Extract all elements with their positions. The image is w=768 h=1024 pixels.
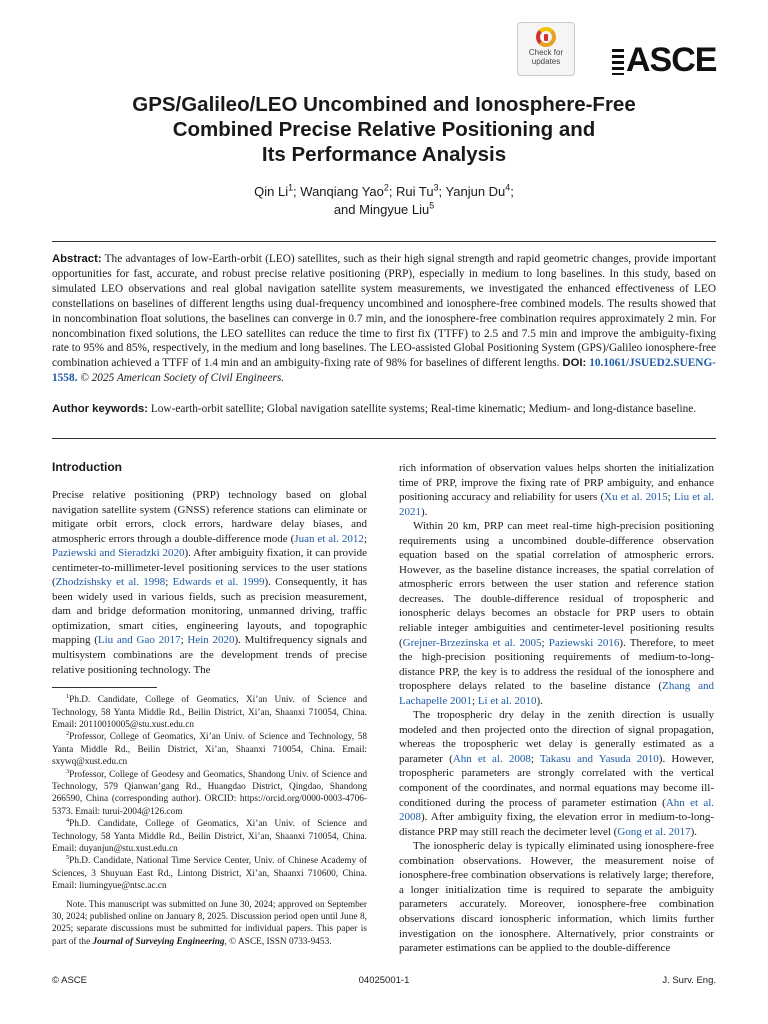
author-name: Rui Tu (396, 184, 434, 199)
citation-link[interactable]: Li et al. 2010 (477, 694, 537, 707)
keywords-label: Author keywords: (52, 403, 149, 415)
author-line-2 (100, 201, 668, 219)
citation-link[interactable]: Gong et al. 2017 (617, 825, 691, 838)
citation-link[interactable]: Juan et al. 2012 (294, 532, 364, 545)
section-heading-introduction: Introduction (52, 460, 122, 474)
submission-note (52, 899, 367, 949)
paragraph-text: The tropospheric dry delay in the zenith direction is usually modeled and then projected onto the direction of signal propagation, whereas the tropospheric wet delay is generally estimated as a parameter ( (399, 709, 714, 765)
author-conjunction: and (333, 202, 360, 217)
author-line-1 (100, 183, 668, 201)
badge-line1: Check for (528, 48, 564, 57)
footnote-marker: 1 (66, 693, 70, 701)
logo-text: ASCE (626, 41, 717, 79)
paragraph-text: ). Consequently, it has been widely used in various fields, such as precision measurement, dam and bridge deformation monitoring, unmanned driving, traffic optimization, smart cities, engineering layouts, and topographic mapping ( (52, 576, 367, 647)
author-affil: 4 (505, 182, 511, 193)
author-separator: ; (293, 184, 301, 199)
footnote-text: Professor, College of Geodesy and Geomatics, Shandong Univ. of Science and Technology, 579 Qianwan’gang Rd., Huangdao District, Qingdao, Shandong 266590, China (corresponding author). ORCID: https://orcid.org/0000-0003-4706-5373. Email: turui-2004@126.com (52, 769, 367, 817)
author-list (100, 183, 668, 219)
footer-copyright: © ASCE (52, 975, 87, 986)
logo-stripes-icon (612, 49, 624, 75)
title-line: Combined Precise Relative Positioning and (172, 118, 596, 141)
paragraph-text: The ionospheric delay is typically eliminated using ionosphere-free combination observations. However, the measurement noise of ionosphere-free combination observations is relatively large; therefore, a longer initialization time is required to separate the ambiguity parameters accurately. Moreover, ionosphere-free combination observations discard ionospheric information, which limits further investigation on the ionosphere. Alternatively, prior constraints or parameter estimations can be applied to the double-difference (399, 840, 714, 955)
body-paragraph (399, 839, 714, 955)
abstract-label: Abstract: (52, 253, 102, 265)
paragraph-text: rich information of observation values helps shorten the initialization time of PRP, improve the fixing rate of PRP ambiguity, and enhance positioning accuracy and reliability for users ( (399, 462, 714, 504)
paragraph-text: ). (690, 825, 698, 838)
citation-link[interactable]: Liu et al. 2021 (399, 491, 715, 518)
journal-name: Journal of Surveying Engineering (92, 936, 225, 947)
paragraph-text: ). (536, 694, 543, 707)
citation-link[interactable]: Paziewski 2016 (548, 636, 620, 649)
note-tail: , © ASCE, ISSN 0733-9453. (224, 936, 332, 947)
citation-link[interactable]: Liu and Gao 2017 (97, 634, 181, 647)
footnote-text: Ph.D. Candidate, College of Geomatics, Xi’an Univ. of Science and Technology, 58 Yanta Middle Rd., Beilin District, Xi’an, Shaanxi 710054, China. Email: duyanjun@stu.xust.edu.cn (52, 819, 367, 854)
footnote-5 (52, 855, 367, 892)
body-paragraph (399, 461, 714, 519)
left-column (52, 460, 367, 948)
paragraph-text: ). Multifrequency signals and multisystem combinations are the development trends of precise relative positioning technology. The (52, 634, 367, 676)
footnote-3 (52, 769, 367, 819)
paragraph-text: ). After ambiguity fixing, the elevation error in medium-to-long-distance PRP may still reach the decimeter level ( (399, 811, 714, 838)
citation-link[interactable]: Xu et al. 2015 (604, 491, 668, 504)
paragraph-text: ; (165, 576, 173, 589)
crossmark-icon (536, 27, 556, 47)
paragraph-text: ; (363, 532, 367, 545)
citation-link[interactable]: Ahn et al. 2008 (452, 752, 531, 765)
footnote-1 (52, 694, 367, 731)
author-name: Mingyue Liu (359, 202, 430, 217)
author-separator: ; (438, 184, 446, 199)
footer-journal: J. Surv. Eng. (662, 975, 716, 986)
citation-link[interactable]: Grejner-Brzezinska et al. 2005 (402, 636, 542, 649)
abstract-top-rule (52, 241, 716, 242)
author-separator: ; (510, 184, 514, 199)
footnote-marker: 4 (66, 817, 70, 825)
footnote-rule (52, 687, 157, 688)
publisher-logo (612, 40, 716, 80)
footer-article-number: 04025001-1 (358, 975, 410, 986)
author-affil: 3 (433, 182, 439, 193)
footnote-marker: 2 (66, 730, 70, 738)
citation-link[interactable]: Takasu and Yasuda 2010 (539, 752, 659, 765)
right-column (399, 461, 714, 956)
paragraph-text: ; (472, 694, 478, 707)
title-line: GPS/Galileo/LEO Uncombined and Ionosphere-Free (132, 93, 636, 116)
author-affil: 5 (429, 200, 435, 211)
badge-line2: updates (531, 57, 561, 66)
abstract-bottom-rule (52, 438, 716, 439)
author-affil: 2 (383, 182, 389, 193)
paragraph-text: ). (421, 505, 428, 518)
citation-link[interactable]: Edwards et al. 1999 (172, 576, 265, 589)
copyright-notice: © 2025 American Society of Civil Engineers. (77, 372, 285, 385)
keywords-text: Low-earth-orbit satellite; Global navigation satellite systems; Real-time kinematic; Medium- and long-distance baseline. (148, 403, 697, 415)
footnote-text: Ph.D. Candidate, College of Geomatics, Xi’an Univ. of Science and Technology, 58 Yanta Middle Rd., Beilin District, Xi’an, Shaanxi 710054, China. Email: 20110010005@stu.xust.edu.cn (52, 695, 367, 730)
citation-link[interactable]: Hein 2020 (187, 634, 235, 647)
paragraph-text: Within 20 km, PRP can meet real-time high-precision positioning requirements using a uncombined double-difference observation equation based on the spatial correlation of atmospheric errors. However, as the baseline distance increases, the spatial correlation of atmospheric errors between the user station and reference station decreases. The double-difference residual of tropospheric and ionospheric delays becomes an obstacle for PRP users to obtain reliable integer ambiguities and centimeter-level positioning results ( (399, 520, 714, 649)
body-paragraph (399, 519, 714, 708)
footnote-marker: 3 (66, 767, 70, 775)
abstract (52, 252, 716, 386)
paragraph-text: ; (530, 752, 540, 765)
abstract-text: The advantages of low-Earth-orbit (LEO) satellites, such as their high signal strength and rapid geometric changes, provide important opportunities for fast, accurate, and robust precise relative positioning (PRP), especially in medium to long baselines. In this study, based on simulated LEO observations and real global navigation satellite system measurements, we investigated the enhanced effectiveness of LEO constellations on baselines of different lengths using dual-frequency uncombined and ionosphere-free combined models. The results showed that in noncombination float solutions, the baselines can converge in 0.7 min, and the ionosphere-free combination requires approximately 2 min. For noncombination fixed solutions, the LEO satellites can reduce the time to first fix (TTFF) to 2.5 and 7.5 min and improve the ambiguity-fixing rate to 95% and 85%, respectively, in the medium and long baselines. The LEO-assisted Global Positioning System (GPS)/Galileo ionosphere-free combination achieved a TTFF of 1.4 min and an ambiguity-fixing rate of 98% for baselines of different lengths. (52, 253, 716, 370)
paragraph-text: ). However, tropospheric parameters are strongly correlated with the vertical component of the coordinates, and normal equations may become ill-conditioned during the process of parameter estimation ( (399, 752, 715, 809)
doi-link[interactable]: 10.1061/JSUED2.SUENG-1558. (52, 357, 716, 385)
author-name: Wanqiang Yao (300, 184, 384, 199)
paragraph-text: ; (667, 491, 674, 504)
author-keywords (52, 402, 716, 417)
check-for-updates-badge[interactable] (517, 22, 575, 76)
citation-link[interactable]: Zhodzishsky et al. 1998 (55, 576, 166, 589)
note-text: Note. This manuscript was submitted on June 30, 2024; approved on September 30, 2024; published online on January 8, 2025. Discussion period open until June 8, 2025; separate discussions must be submitted for individual papers. This paper is part of the (52, 899, 367, 947)
footnote-marker: 5 (66, 854, 70, 862)
footnote-text: Ph.D. Candidate, National Time Service Center, Univ. of Chinese Academy of Sciences, 3 Shuyuan East Rd., Lintong District, Xi’an, Shaanxi 710600, China. Email: liumingyue@ntsc.ac.cn (52, 856, 367, 892)
author-name: Qin Li (254, 184, 289, 199)
paragraph-text: ; (180, 634, 188, 647)
doi-label: DOI: (562, 357, 587, 370)
footnote-2 (52, 731, 367, 768)
paragraph-text: ). After ambiguity fixation, it can provide centimeter-to-millimeter-level positioning services to the user stations ( (52, 547, 367, 589)
citation-link[interactable]: Ahn et al. 2008 (399, 796, 715, 824)
footnote-text: Professor, College of Geomatics, Xi’an Univ. of Science and Technology, 58 Yanta Middle Rd., Beilin District, Xi’an, Shaanxi 710054, China. Email: sxywq@xust.edu.cn (52, 732, 367, 768)
article-title (60, 92, 708, 167)
paragraph-text: ). Therefore, to meet the high-precision positioning requirements of medium-to-long-distance PRP, the key is to address the residual of the ionosphere and troposphere delays related to the baseline distance ( (399, 636, 714, 693)
author-affil: 1 (288, 182, 294, 193)
paragraph-text: Precise relative positioning (PRP) technology based on global navigation satellite system (GNSS) reference stations can eliminate or mitigate orbit errors, clock errors, hardware delay biases, and atmospheric errors through a double-difference mode ( (52, 489, 367, 545)
author-name: Yanjun Du (445, 184, 506, 199)
author-separator: ; (388, 184, 397, 199)
citation-link[interactable]: Paziewski and Sieradzki 2020 (52, 547, 185, 560)
intro-paragraph (52, 488, 367, 677)
body-paragraph (399, 708, 714, 839)
title-line: Its Performance Analysis (261, 143, 507, 166)
citation-link[interactable]: Zhang and Lachapelle 2001 (399, 680, 714, 707)
paragraph-text: ; (541, 636, 549, 649)
footnote-4 (52, 818, 367, 855)
